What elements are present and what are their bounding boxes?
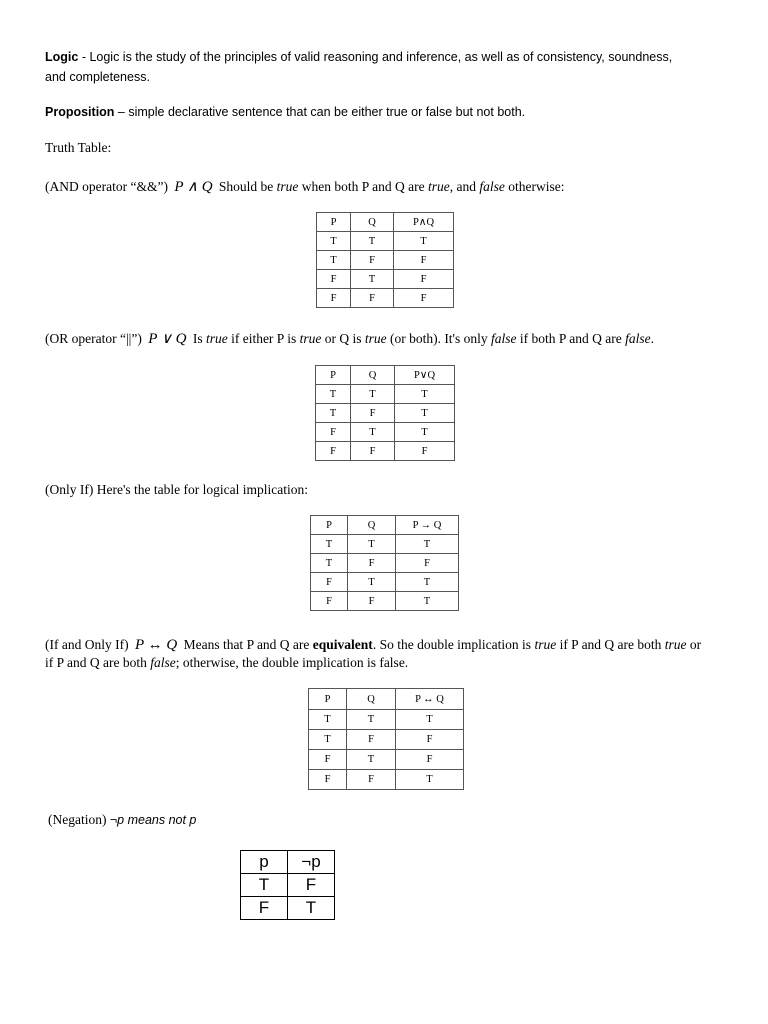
or-symbol: P ∨ Q (148, 331, 187, 347)
table-cell: T (316, 385, 351, 404)
table-row (309, 770, 464, 790)
table-cell: P∧Q (394, 213, 454, 232)
table-cell: T (317, 232, 351, 251)
table-row (309, 750, 464, 770)
table-row (317, 270, 454, 289)
table-cell: T (351, 270, 394, 289)
table-cell: T (396, 535, 459, 554)
and-symbol: P ∧ Q (174, 179, 213, 195)
or-truth-table (315, 365, 455, 461)
table-header-row (311, 516, 459, 535)
table-cell: T (351, 232, 394, 251)
table-row (316, 385, 455, 404)
table-cell: F (317, 289, 351, 308)
table-cell: T (347, 710, 396, 730)
table-cell: F (351, 289, 394, 308)
table-cell: P ↔ Q (396, 689, 464, 710)
table-cell: P (316, 366, 351, 385)
table-cell: T (309, 710, 347, 730)
negation-truth-table (240, 850, 335, 920)
table-header-row (316, 366, 455, 385)
table-cell: T (317, 251, 351, 270)
table-row (317, 251, 454, 270)
table-cell: T (351, 423, 395, 442)
table-cell: F (317, 270, 351, 289)
table-row (241, 897, 335, 920)
table-cell: P → Q (396, 516, 459, 535)
truth-table-heading: Truth Table: (45, 140, 112, 155)
table-cell: T (351, 385, 395, 404)
table-cell: F (309, 750, 347, 770)
table-cell: T (396, 710, 464, 730)
table-cell: T (395, 423, 455, 442)
iff-truth-table (308, 688, 464, 790)
table-cell: T (241, 874, 288, 897)
table-cell: T (348, 535, 396, 554)
table-cell: F (241, 897, 288, 920)
table-row (316, 442, 455, 461)
table-cell: P∨Q (395, 366, 455, 385)
logic-definition-continued: and completeness. (45, 70, 150, 84)
table-cell: T (395, 404, 455, 423)
table-cell: Q (351, 366, 395, 385)
table-cell: F (288, 874, 335, 897)
logic-term: Logic (45, 50, 79, 64)
and-truth-table (316, 212, 454, 308)
table-row (316, 423, 455, 442)
table-cell: F (394, 289, 454, 308)
table-cell: T (347, 750, 396, 770)
table-cell: T (396, 592, 459, 611)
table-row (317, 232, 454, 251)
table-cell: T (311, 554, 348, 573)
logic-definition: Logic - Logic is the study of the principles of valid reasoning and inference, as well as of consistency, soundness, (45, 50, 673, 64)
table-row (317, 289, 454, 308)
table-header-row (241, 851, 335, 874)
table-row (311, 573, 459, 592)
table-cell: F (348, 554, 396, 573)
table-cell: T (394, 232, 454, 251)
and-operator-description: (AND operator “&&”) P ∧ Q Should be true when both P and Q are true, and false otherwise: (45, 179, 565, 195)
implication-truth-table (310, 515, 459, 611)
table-row (311, 554, 459, 573)
table-cell: p (241, 851, 288, 874)
table-cell: Q (347, 689, 396, 710)
table-cell: F (311, 573, 348, 592)
table-cell: F (347, 770, 396, 790)
table-row (309, 710, 464, 730)
table-row (311, 535, 459, 554)
table-cell: F (351, 251, 394, 270)
table-cell: T (311, 535, 348, 554)
table-cell: T (348, 573, 396, 592)
iff-symbol: P ↔ Q (134, 637, 178, 653)
table-cell: Q (348, 516, 396, 535)
iff-description: (If and Only If) P ↔ Q Means that P and Q are equivalent. So the double implication is true if P and Q are both true or (45, 637, 702, 653)
table-cell: P (317, 213, 351, 232)
table-header-row (309, 689, 464, 710)
table-cell: T (396, 573, 459, 592)
table-cell: T (396, 770, 464, 790)
table-row (309, 730, 464, 750)
table-cell: F (394, 270, 454, 289)
table-cell: F (316, 442, 351, 461)
table-cell: F (351, 404, 395, 423)
table-cell: P (311, 516, 348, 535)
proposition-definition: Proposition – simple declarative sentence that can be either true or false but not both. (45, 105, 526, 119)
table-header-row (317, 213, 454, 232)
table-row (316, 404, 455, 423)
iff-description-continued: if P and Q are both false; otherwise, the double implication is false. (45, 655, 409, 670)
implication-description: (Only If) Here's the table for logical implication: (45, 482, 308, 497)
negation-description: (Negation) ¬p means not p (48, 812, 197, 827)
table-cell: F (396, 730, 464, 750)
table-cell: Q (351, 213, 394, 232)
table-cell: F (395, 442, 455, 461)
table-cell: T (316, 404, 351, 423)
table-cell: F (347, 730, 396, 750)
table-cell: F (394, 251, 454, 270)
table-cell: F (348, 592, 396, 611)
table-cell: F (311, 592, 348, 611)
table-cell: T (309, 730, 347, 750)
table-cell: F (316, 423, 351, 442)
table-cell: F (309, 770, 347, 790)
table-cell: F (396, 750, 464, 770)
table-row (311, 592, 459, 611)
proposition-term: Proposition (45, 105, 115, 119)
table-row (241, 874, 335, 897)
table-cell: ¬p (288, 851, 335, 874)
table-cell: P (309, 689, 347, 710)
or-operator-description: (OR operator “||”) P ∨ Q Is true if either P is true or Q is true (or both). It's only false if both P and Q are false. (45, 331, 654, 347)
table-cell: T (288, 897, 335, 920)
table-cell: F (351, 442, 395, 461)
table-cell: T (395, 385, 455, 404)
table-cell: F (396, 554, 459, 573)
